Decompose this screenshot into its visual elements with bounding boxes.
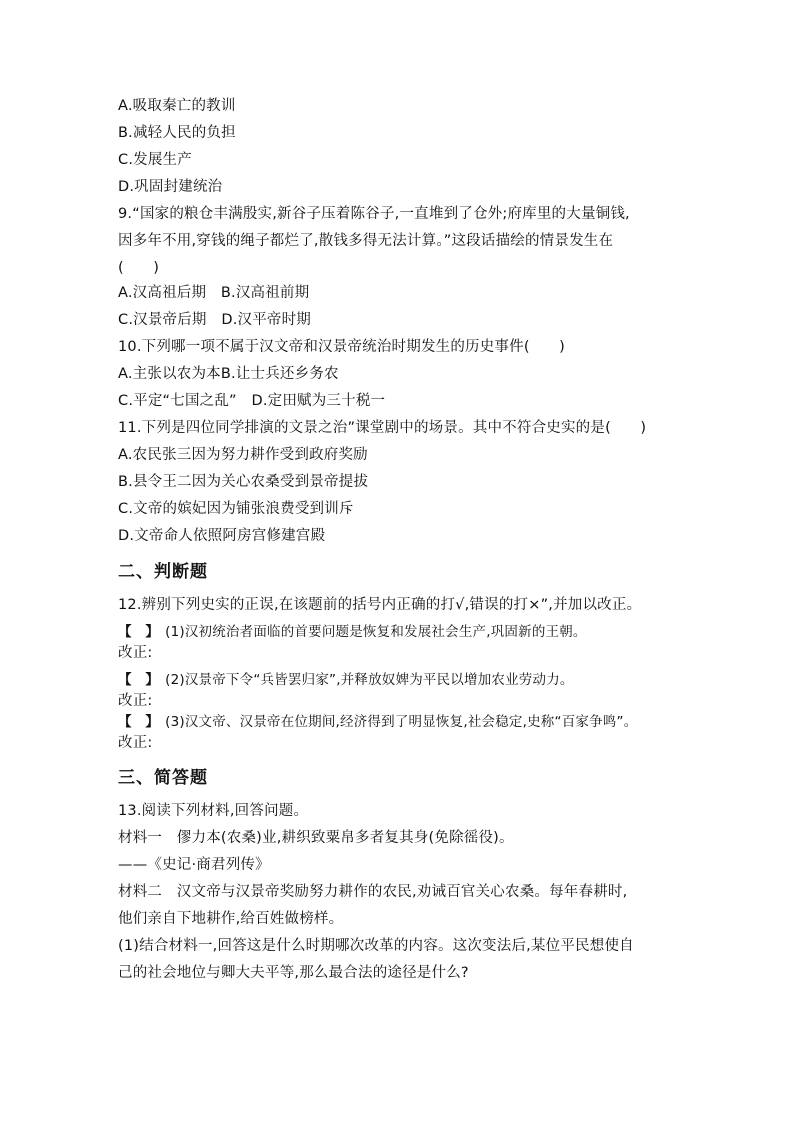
q11-option-a: A.农民张三因为努力耕作受到政府奖励 <box>118 447 368 463</box>
q13-material-1-source: ——《史记·商君列传》 <box>118 857 270 873</box>
section-heading-judgement: 二、判断题 <box>118 562 208 582</box>
q9-options-cd: C.汉景帝后期 D.汉平帝时期 <box>118 312 312 328</box>
q10-options-cd: C.平定“七国之乱” D.定田赋为三十税一 <box>118 393 386 409</box>
q12-correction-1-label: 改正: <box>118 645 153 661</box>
q11-option-c: C.文帝的嫔妃因为铺张浪费受到训斥 <box>118 501 354 517</box>
q13-sub1-line1: (1)结合材料一,回答这是什么时期哪次改革的内容。这次变法后,某位平民想使自 <box>118 938 634 954</box>
q11-option-d: D.文帝命人依照阿房宫修建宫殿 <box>118 528 326 544</box>
answer-bracket[interactable]: 【 】 <box>118 714 160 730</box>
q9-stem-line2: 因多年不用,穿钱的绳子都烂了,散钱多得无法计算。”这段话描绘的情景发生在 <box>118 233 614 249</box>
q12-correction-3-label: 改正: <box>118 735 153 751</box>
q8-option-b: B.减轻人民的负担 <box>118 125 236 141</box>
q9-stem-line1: 9.“国家的粮仓丰满殷实,新谷子压着陈谷子,一直堆到了仓外;府库里的大量铜钱, <box>118 206 630 222</box>
q9-answer-blank: ( ) <box>118 260 160 276</box>
q12-item-2 <box>118 670 698 690</box>
q8-option-a: A.吸取秦亡的教训 <box>118 98 236 114</box>
q12-correction-2-label: 改正: <box>118 693 153 709</box>
q11-stem: 11.下列是四位同学排演的文景之治”课堂剧中的场景。其中不符合史实的是( ) <box>118 420 647 436</box>
q9-options-ab: A.汉高祖后期 B.汉高祖前期 <box>118 285 310 301</box>
q13-material-2-line1: 材料二 汉文帝与汉景帝奖励努力耕作的农民,劝诫百官关心农桑。每年春耕时, <box>118 884 628 900</box>
q12-item-3 <box>118 712 698 732</box>
q13-material-1: 材料一 僇力本(农桑)业,耕织致粟帛多者复其身(免除徭役)。 <box>118 830 514 846</box>
q12-item-3-text: (3)汉文帝、汉景帝在位期间,经济得到了明显恢复,社会稳定,史称“百家争鸣”。 <box>165 714 638 730</box>
q13-stem: 13.阅读下列材料,回答问题。 <box>118 803 309 819</box>
q10-stem: 10.下列哪一项不属于汉文帝和汉景帝统治时期发生的历史事件( ) <box>118 339 565 355</box>
q13-material-2-line2: 他们亲自下地耕作,给百姓做榜样。 <box>118 911 344 927</box>
q12-stem: 12.辨别下列史实的正误,在该题前的括号内正确的打√,错误的打×”,并加以改正。 <box>118 597 642 613</box>
answer-bracket[interactable]: 【 】 <box>118 624 160 640</box>
q8-option-c: C.发展生产 <box>118 152 192 168</box>
section-heading-short-answer: 三、简答题 <box>118 768 208 788</box>
q12-item-1-text: (1)汉初统治者面临的首要问题是恢复和发展社会生产,巩固新的王朝。 <box>165 624 587 640</box>
q10-options-ab: A.主张以农为本B.让士兵还乡务农 <box>118 366 339 382</box>
q13-sub1-line2: 己的社会地位与卿大夫平等,那么最合法的途径是什么? <box>118 965 469 981</box>
answer-bracket[interactable]: 【 】 <box>118 672 160 688</box>
q11-option-b: B.县令王二因为关心农桑受到景帝提拔 <box>118 474 369 490</box>
q8-option-d: D.巩固封建统治 <box>118 179 223 195</box>
q12-item-1 <box>118 622 698 642</box>
q12-item-2-text: (2)汉景帝下令“兵皆罢归家”,并释放奴婢为平民以增加农业劳动力。 <box>165 672 574 688</box>
